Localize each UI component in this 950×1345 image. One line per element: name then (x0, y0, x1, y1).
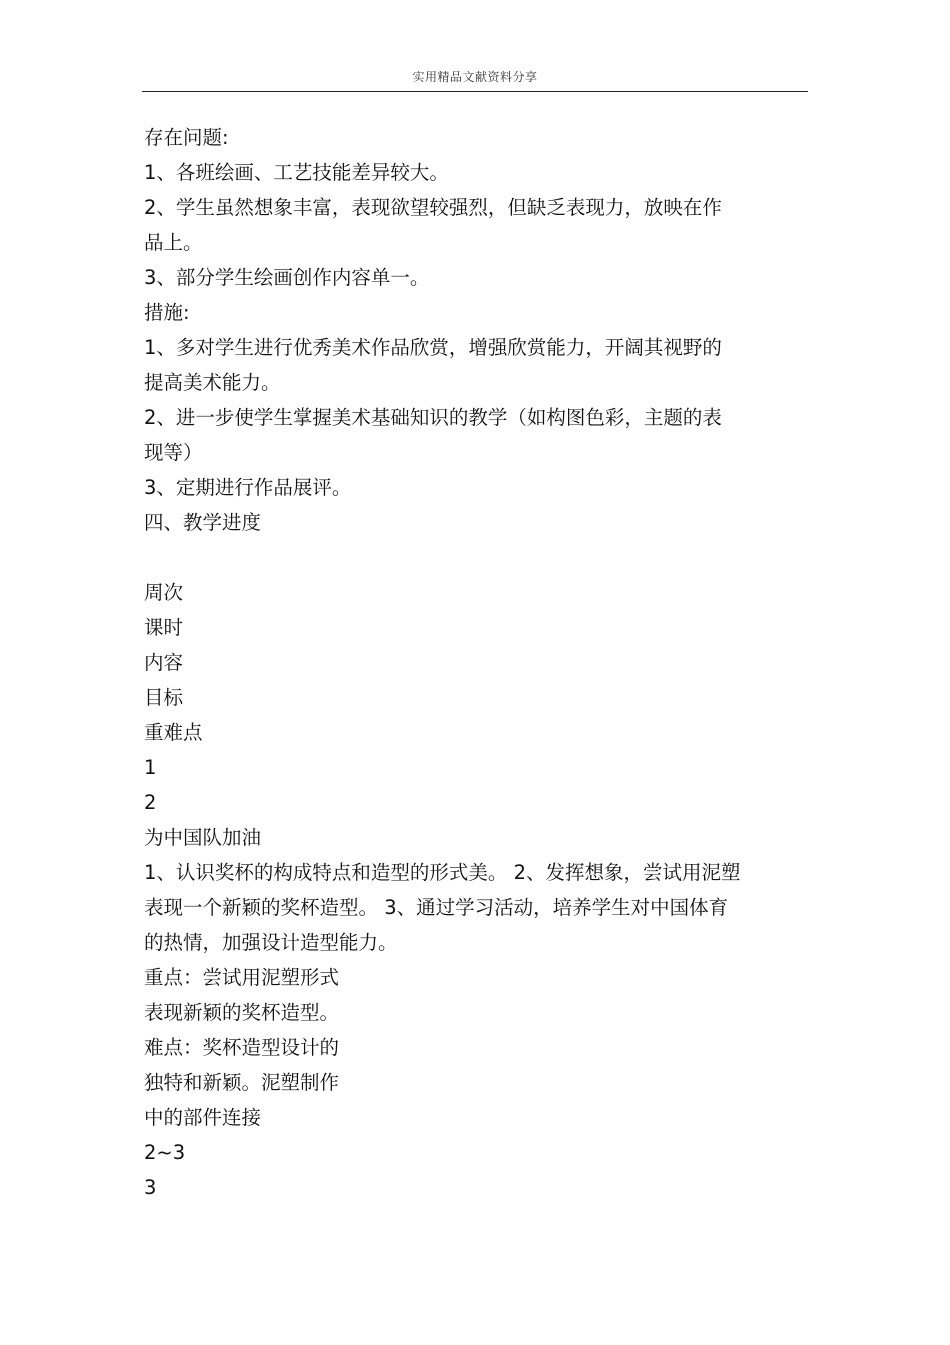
text-line: 2、进一步使学生掌握美术基础知识的教学（如构图色彩，主题的表 (144, 406, 722, 429)
table-cell: 1、认识奖杯的构成特点和造型的形式美。 2、发挥想象，尝试用泥塑 (144, 861, 741, 884)
text-line: 3、定期进行作品展评。 (144, 476, 352, 499)
text-line: 措施: (144, 301, 190, 324)
header-title: 实用精品文献资料分享 (412, 70, 538, 84)
text-line: 提高美术能力。 (144, 371, 281, 394)
table-cell: 为中国队加油 (144, 826, 262, 849)
table-cell: 1 (144, 756, 157, 779)
text-line: 2、学生虽然想象丰富，表现欲望较强烈，但缺乏表现力，放映在作 (144, 196, 722, 219)
table-cell: 2~3 (144, 1141, 186, 1164)
table-cell: 课时 (144, 616, 184, 639)
section-heading: 四、教学进度 (144, 511, 262, 534)
text-line: 1、多对学生进行优秀美术作品欣赏，增强欣赏能力，开阔其视野的 (144, 336, 722, 359)
text-line: 现等） (144, 441, 203, 464)
text-line: 3、部分学生绘画创作内容单一。 (144, 266, 430, 289)
table-cell: 独特和新颖。泥塑制作 (144, 1071, 340, 1094)
text-line: 存在问题: (144, 126, 229, 149)
table-cell: 中的部件连接 (144, 1106, 262, 1129)
table-cell: 周次 (144, 581, 184, 604)
table-cell: 表现新颖的奖杯造型。 (144, 1001, 340, 1024)
table-cell: 3 (144, 1176, 157, 1199)
document-body (144, 120, 804, 1205)
table-cell: 重难点 (144, 721, 203, 744)
page-header (142, 66, 808, 92)
table-cell: 目标 (144, 686, 184, 709)
table-cell: 难点：奖杯造型设计的 (144, 1036, 340, 1059)
text-line: 品上。 (144, 231, 203, 254)
table-cell: 表现一个新颖的奖杯造型。 3、通过学习活动，培养学生对中国体育 (144, 896, 729, 919)
blank-line (144, 540, 804, 575)
table-cell: 的热情，加强设计造型能力。 (144, 931, 398, 954)
text-line: 1、各班绘画、工艺技能差异较大。 (144, 161, 449, 184)
table-cell: 重点：尝试用泥塑形式 (144, 966, 340, 989)
table-cell: 内容 (144, 651, 184, 674)
table-cell: 2 (144, 791, 157, 814)
